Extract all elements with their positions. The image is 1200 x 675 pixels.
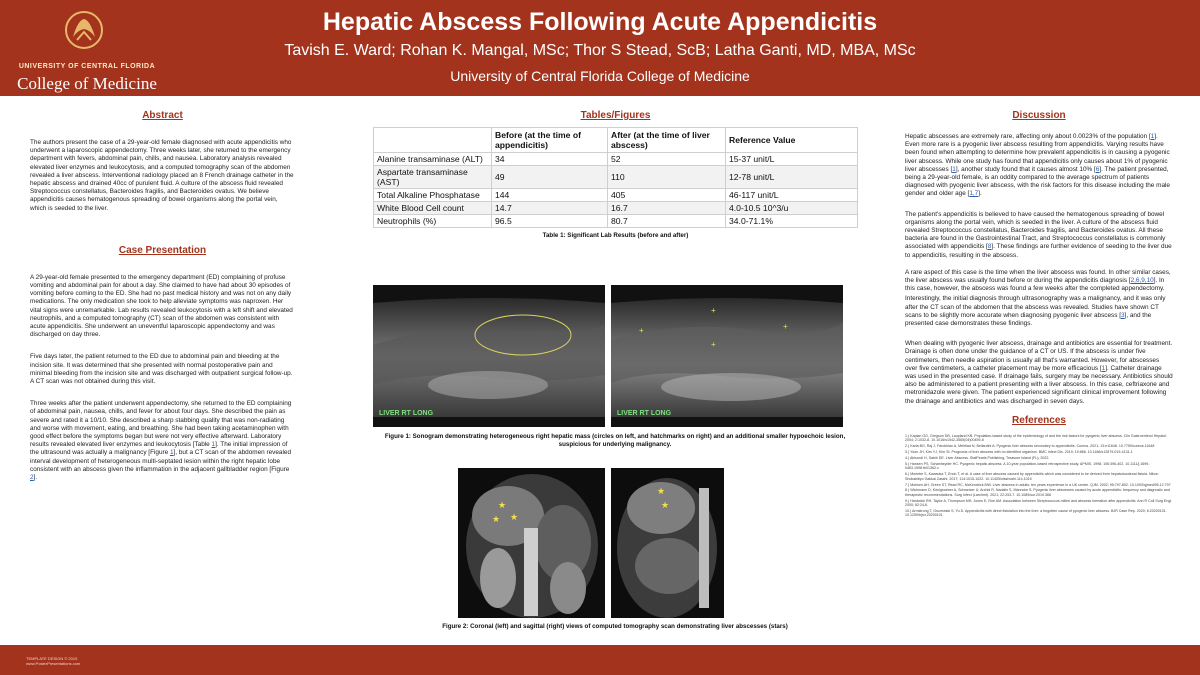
footer-template-credit xyxy=(26,656,80,666)
poster-title: Hepatic Abscess Following Acute Appendicitis xyxy=(322,8,878,36)
left-column xyxy=(30,110,295,491)
table-cell: 49 xyxy=(492,166,608,189)
disc-p1-text: ]. Even more rare is a pyogenic liver abscess resulting from appendicitis. Varying results have been found when attempting to determine how prevalent appendicitis is in causing a pyogenic liver abscess. While one study has found that appendicitis only causes about 1% of pyogenic liver abscesses [ xyxy=(905,133,1170,173)
disc-p1-text: ]. The patient presented, being a 29-year-old female, is an oddity compared to the average spectrum of patients diagnosed with pyogenic liver abscess, with the risk factors for this disease including the male gender and older age [ xyxy=(905,165,1170,198)
abstract-heading: Abstract xyxy=(142,110,183,121)
table-cell: 12-78 unit/L xyxy=(726,166,858,189)
discussion-paragraph-4 xyxy=(905,295,1173,328)
table-cell: 144 xyxy=(492,189,608,202)
us-label-left: LIVER RT LONG xyxy=(379,410,434,417)
table-cell: 46-117 unit/L xyxy=(726,189,858,202)
table-cell: Aspartate transaminase (AST) xyxy=(374,166,492,189)
disc-p1-text: ]. xyxy=(978,190,982,198)
header-banner xyxy=(0,0,1200,96)
discussion-paragraph-1 xyxy=(905,133,1173,199)
ultrasound-image-right xyxy=(611,285,843,427)
logo-university-name: UNIVERSITY OF CENTRAL FLORIDA xyxy=(18,63,156,70)
right-column xyxy=(905,110,1173,519)
discussion-paragraph-5 xyxy=(905,340,1173,406)
table-row xyxy=(374,215,858,228)
table-cell: 34.0-71.1% xyxy=(726,215,858,228)
references-heading: References xyxy=(1012,414,1066,426)
disc-p1-text: ], another study found that it causes almost 10% [ xyxy=(955,165,1096,173)
citation-link[interactable]: 1 xyxy=(952,165,956,173)
disc-p5-text: When dealing with pyogenic liver abscess, drainage and antibiotics are essential for treatment. Drainage is often done under the guidance of a CT or US. If the abscess is under five centimeters, then needle aspiration is usually all that's warranted. However, for abscesses over five centimeters, a catheter placement may be more efficacious [ xyxy=(905,340,1173,372)
case-paragraph-3 xyxy=(30,400,295,482)
case-paragraph-1: A 29-year-old female presented to the emergency department (ED) complaining of profuse vomiting and abdominal pain for about a day. She claimed to have had about 30 episodes of vomiting before coming to the ED. She had no past medical history and was not on any daily medications. The only medication she took to help alleviate symptoms was naproxen. Her vital signs were unremarkable. Lab results revealed leukocytosis with a left shift and elevated neutrophils, and a computed tomography (CT) scan of the abdomen was consistent with acute appendicitis. She underwent an uneventful laparoscopic appendectomy and was discharged on day three. xyxy=(30,273,293,339)
citation-link[interactable]: 1 xyxy=(1150,133,1155,140)
disc-p4-text: Interestingly, the initial diagnosis through ultrasonography was a malignancy, and it was only after the CT scan of the abdomen that the abscess was revealed. Studies have shown CT scans to be slightly more accurate when diagnosing pyogenic liver abscess [ xyxy=(905,295,1166,319)
table-row xyxy=(374,153,858,166)
table-cell: Total Alkaline Phosphatase xyxy=(374,189,492,202)
table-cell: 14.7 xyxy=(492,202,608,215)
table-cell: 110 xyxy=(608,166,726,189)
table-cell: 52 xyxy=(608,153,726,166)
hatchmark-icon: + xyxy=(711,340,716,349)
figure-2-caption: Figure 2: Coronal (left) and sagittal (right) views of computed tomography scan demonstrating liver abscesses (stars) xyxy=(442,623,788,630)
abstract-text: The authors present the case of a 29-year-old female diagnosed with acute appendicitis who underwent a laparoscopic appendectomy. Three weeks later, she returned to the emergency department with fevers, abdominal pain, chills, and nausea. Laboratory analysis revealed elevated liver enzymes and leukocytosis, and a computed tomography scan of the abdomen revealed a liver abscess. Interventional radiology placed an 8 French drainage catheter in the hepatic abscess and drained 40cc of purulent fluid. A culture of the abscess fluid revealed Streptococcus constellatus, Bacteroides fragilis, and Bacteroides ovatus. We believe appendicitis causes hematogenous spreading of bowel organisms along the portal vein, which is seeded to the liver. xyxy=(30,139,294,212)
case-p3-text-b: ]. The initial impression of the ultrasound was actually a malignancy [Figure xyxy=(30,441,288,457)
reference-item: 8.) Wichmann D, Königsrainer A, Schweizer U, Archid R, Nadalin S, Manncke S. Pyogenic liver abscesses caused by acute appendicitis: frequency and diagnostic and therapeutic recommendations. Surg Infect (Larchmt). 2021; 22:253-7. 10.1089/sur.2019.366 xyxy=(905,488,1170,497)
reference-item: 4.) Akhondi H, Sabih DE. Liver Abscess. StatPearls Publishing, Treasure Island (FL); 2022. xyxy=(905,456,1050,461)
tables-figures-heading: Tables/Figures xyxy=(580,110,651,121)
footer-bar xyxy=(0,645,1200,675)
abscess-star-icon: ★ xyxy=(661,500,670,510)
reference-item: 2.) Karia BG, Raj J, Farokhian A, Mehtiad N, Bellardini A. Pyogenic liver abscess secondary to appendicitis. Cureus. 2021; 13:e11648. 10.7759/cureus.11648 xyxy=(905,444,1155,449)
citation-link[interactable]: 1,7 xyxy=(969,190,979,198)
reference-item: 10.) Armstrong T, Gruzewski S, Yu D. Appendicitis with direct fistulation into the liver: a forgotten cause of pyogenic liver abscess. BJR Case Rep. 2020; 6:20200101. 10.1259/bjrcr.20200101 xyxy=(905,509,1167,518)
case-p3-text-a: Three weeks after the patient underwent appendectomy, she returned to the ED complaining of abdominal pain, nausea, chills, and fever for about four days. She described the pain as severe and rated it a 10/10. She described a sharp stabbing quality that was non-radiating and worse with movement, eating, and breathing. She had been taking acetaminophen with good effect before the symptoms began but were not very effective afterward. Laboratory results revealed elevated liver enzymes and leukocytosis [Table xyxy=(30,400,292,449)
disc-p2-text: ]. These findings are further evidence of seeding to the liver due to appendicitis, resulting in the abscess. xyxy=(905,243,1172,259)
disc-p2-text: The patient's appendicitis is believed to have caused the hematogenous spreading of bowel organisms along the portal vein, which is seeded in the liver. A culture of the abscess fluid revealed Streptococcus constellatus, Bacteroides fragilis, and Bacteroides ovatus. All these bacteria are found in the Gastrointestinal Tract, and Streptococcus constellatus is commonly associated with appendicitis [ xyxy=(905,210,1166,251)
citation-link[interactable]: 8 xyxy=(987,243,992,251)
table-cell: Neutrophils (%) xyxy=(374,215,492,228)
hatchmark-icon: + xyxy=(711,306,716,315)
reference-item: 6.) Moriebe S, Kawaoka T, Endo T, et al. A case of liver abscess caused by appendicitis which was considered to be derived from hepatoduodenal fistula. Nihon Shokakibyo Gakkai Zasshi. 2017; 114:1015-1022. 10.11405/nisshoshi.114.1015 xyxy=(905,472,1159,481)
reference-item: 7.) Mohsen AH, Green ST, Read RC, McKendrick MW. Liver abscess in adults: ten years experience in a UK centre. QJM. 2002; 95:797-802. 10.1093/qjmed/95.12.797 xyxy=(905,482,1171,487)
table-header-cell xyxy=(374,128,492,153)
us-label-right: LIVER RT LONG xyxy=(617,410,672,417)
table-row xyxy=(374,189,858,202)
table-cell: 80.7 xyxy=(608,215,726,228)
disc-p4-text: ], and the presented case demonstrates these findings. xyxy=(905,311,1152,328)
table-header-cell: Reference Value xyxy=(726,128,858,153)
middle-column xyxy=(373,110,858,240)
ct-coronal-image xyxy=(458,468,605,618)
table-cell: 96.5 xyxy=(492,215,608,228)
table-1-link[interactable]: 1 xyxy=(211,441,216,449)
ultrasound-left-graphic xyxy=(373,285,605,427)
table-cell: Alanine transaminase (ALT) xyxy=(374,153,492,166)
table-cell: 16.7 xyxy=(608,202,726,215)
ct-sagittal-graphic xyxy=(611,468,724,618)
reference-item: 9.) Hardwick RH, Taylor A, Thompson MH, Jones E, Roe AM. Association between Streptococcus milleri and abscess formation after appendicitis. Ann R Coll Surg Engl. 2000; 82:24-6. xyxy=(905,498,1173,508)
table-header-cell: After (at the time of liver abscess) xyxy=(608,128,726,153)
table-row xyxy=(374,166,858,189)
abscess-star-icon: ★ xyxy=(498,500,507,510)
figure-2-link[interactable]: 2 xyxy=(30,474,34,482)
hatchmark-icon: + xyxy=(783,322,788,331)
citation-link[interactable]: 6 xyxy=(1095,165,1100,173)
disc-p3-text: ]. In this case, however, the abscess was found a few weeks after the completed appendectomy. xyxy=(905,277,1165,293)
reference-item: 5.) Hansen PS, Schønheyder HC. Pyogenic hepatic abscess. A 10-year population-based retrospective study. APMIS. 1998; 106:396-402. 10.1111/j.1699-0463.1998.tb01362.x xyxy=(905,461,1150,471)
disc-p5-text: ]. Catheter drainage was used in the presented case. If drainage fails, surgery may be necessary. Antibiotics should also be administered to a patient presenting with a liver abscess. In this case, ceftriaxone and metronidazole were given. The patient experienced significant clinical improvement following the drainage and antibiotics and was discharged in seven days. xyxy=(905,364,1173,405)
case-p3-text-d: ]. xyxy=(33,474,38,482)
case-p3-text-c: ], but a CT scan of the abdomen revealed interval development of heterogeneous multi-septated lesion within the right hepatic lobe consistent with an abscess given the inflammation in the adjacent gallbladder region [Figure xyxy=(30,449,292,473)
reference-item: 3.) Yoon JH, Kim YJ, Kim SI. Prognosis of liver abscess with no identified organism. BMC Infect Dis. 2019; 19:866. 10.1186/s12879-019-4131-1 xyxy=(905,450,1133,455)
table-row xyxy=(374,202,858,215)
citation-link[interactable]: 1 xyxy=(1101,364,1106,372)
discussion-paragraph-3 xyxy=(905,269,1173,294)
citation-link[interactable]: 3 xyxy=(1120,311,1125,319)
abscess-star-icon: ★ xyxy=(657,486,666,496)
table-1-caption: Table 1: Significant Lab Results (before and after) xyxy=(542,232,689,239)
figure-1-caption: Figure 1: Sonogram demonstrating heterogeneous right hepatic mass (circles on left, and hatchmarks on right) and an additional smaller hypoechoic lesion, suspicious for underlying malignancy. xyxy=(384,433,846,448)
abscess-star-icon: ★ xyxy=(510,512,519,522)
ct-coronal-graphic xyxy=(458,468,605,618)
table-cell: 4.0-10.5 10^3/u xyxy=(726,202,858,215)
poster-authors: Tavish E. Ward; Rohan K. Mangal, MSc; Thor S Stead, ScB; Latha Ganti, MD, MBA, MSc xyxy=(284,42,916,59)
poster-affiliation: University of Central Florida College of Medicine xyxy=(450,68,750,84)
lab-results-table xyxy=(373,127,858,228)
ultrasound-right-graphic xyxy=(611,285,843,427)
table-cell: White Blood Cell count xyxy=(374,202,492,215)
discussion-heading: Discussion xyxy=(1012,110,1066,121)
abscess-star-icon: ★ xyxy=(492,514,501,524)
disc-p1-text: Hepatic abscesses are extremely rare, affecting only about 0.0023% of the population [ xyxy=(905,133,1151,140)
hatchmark-icon: + xyxy=(639,326,644,335)
pegasus-seal-icon xyxy=(64,10,104,50)
citation-link[interactable]: 2,6,9,10 xyxy=(1130,277,1154,285)
logo-college-name: College of Medicine xyxy=(17,74,157,93)
disc-p3-text: A rare aspect of this case is the time when the liver abscess was found. In other similar cases, the liver abscess was usually found before or during the appendicitis diagnosis [ xyxy=(905,268,1171,285)
table-cell: 34 xyxy=(492,153,608,166)
ct-sagittal-image xyxy=(611,468,724,618)
footer-line-1: TEMPLATE DESIGN © 2019 xyxy=(26,656,78,661)
figure-1-link[interactable]: 1 xyxy=(169,449,174,457)
table-header-row xyxy=(374,128,858,153)
ucf-logo xyxy=(12,8,162,92)
ultrasound-image-left xyxy=(373,285,605,427)
discussion-paragraph-2 xyxy=(905,211,1173,260)
table-cell: 15-37 unit/L xyxy=(726,153,858,166)
table-cell: 405 xyxy=(608,189,726,202)
footer-line-2: www.PosterPresentations.com xyxy=(26,661,81,666)
table-header-cell: Before (at the time of appendicitis) xyxy=(492,128,608,153)
reference-item: 1.) Kaplan GG, Gregson DB, Laupland KB. Population-based study of the epidemiology of and the risk factors for pyogenic liver abscess. Clin Gastroenterol Hepatol. 2004; 2:1032-8. 10.1016/s1542-3565(04)00459-8 xyxy=(905,433,1168,443)
references-list xyxy=(905,434,1173,518)
case-heading: Case Presentation xyxy=(118,244,207,256)
case-paragraph-2: Five days later, the patient returned to the ED due to abdominal pain and bleeding at the incision site. It was determined that she presented with normal postoperative pain and minimal bleeding from the incision site and was discharged with outpatient surgical follow-up. A CT scan was not obtained during this visit. xyxy=(30,353,293,386)
